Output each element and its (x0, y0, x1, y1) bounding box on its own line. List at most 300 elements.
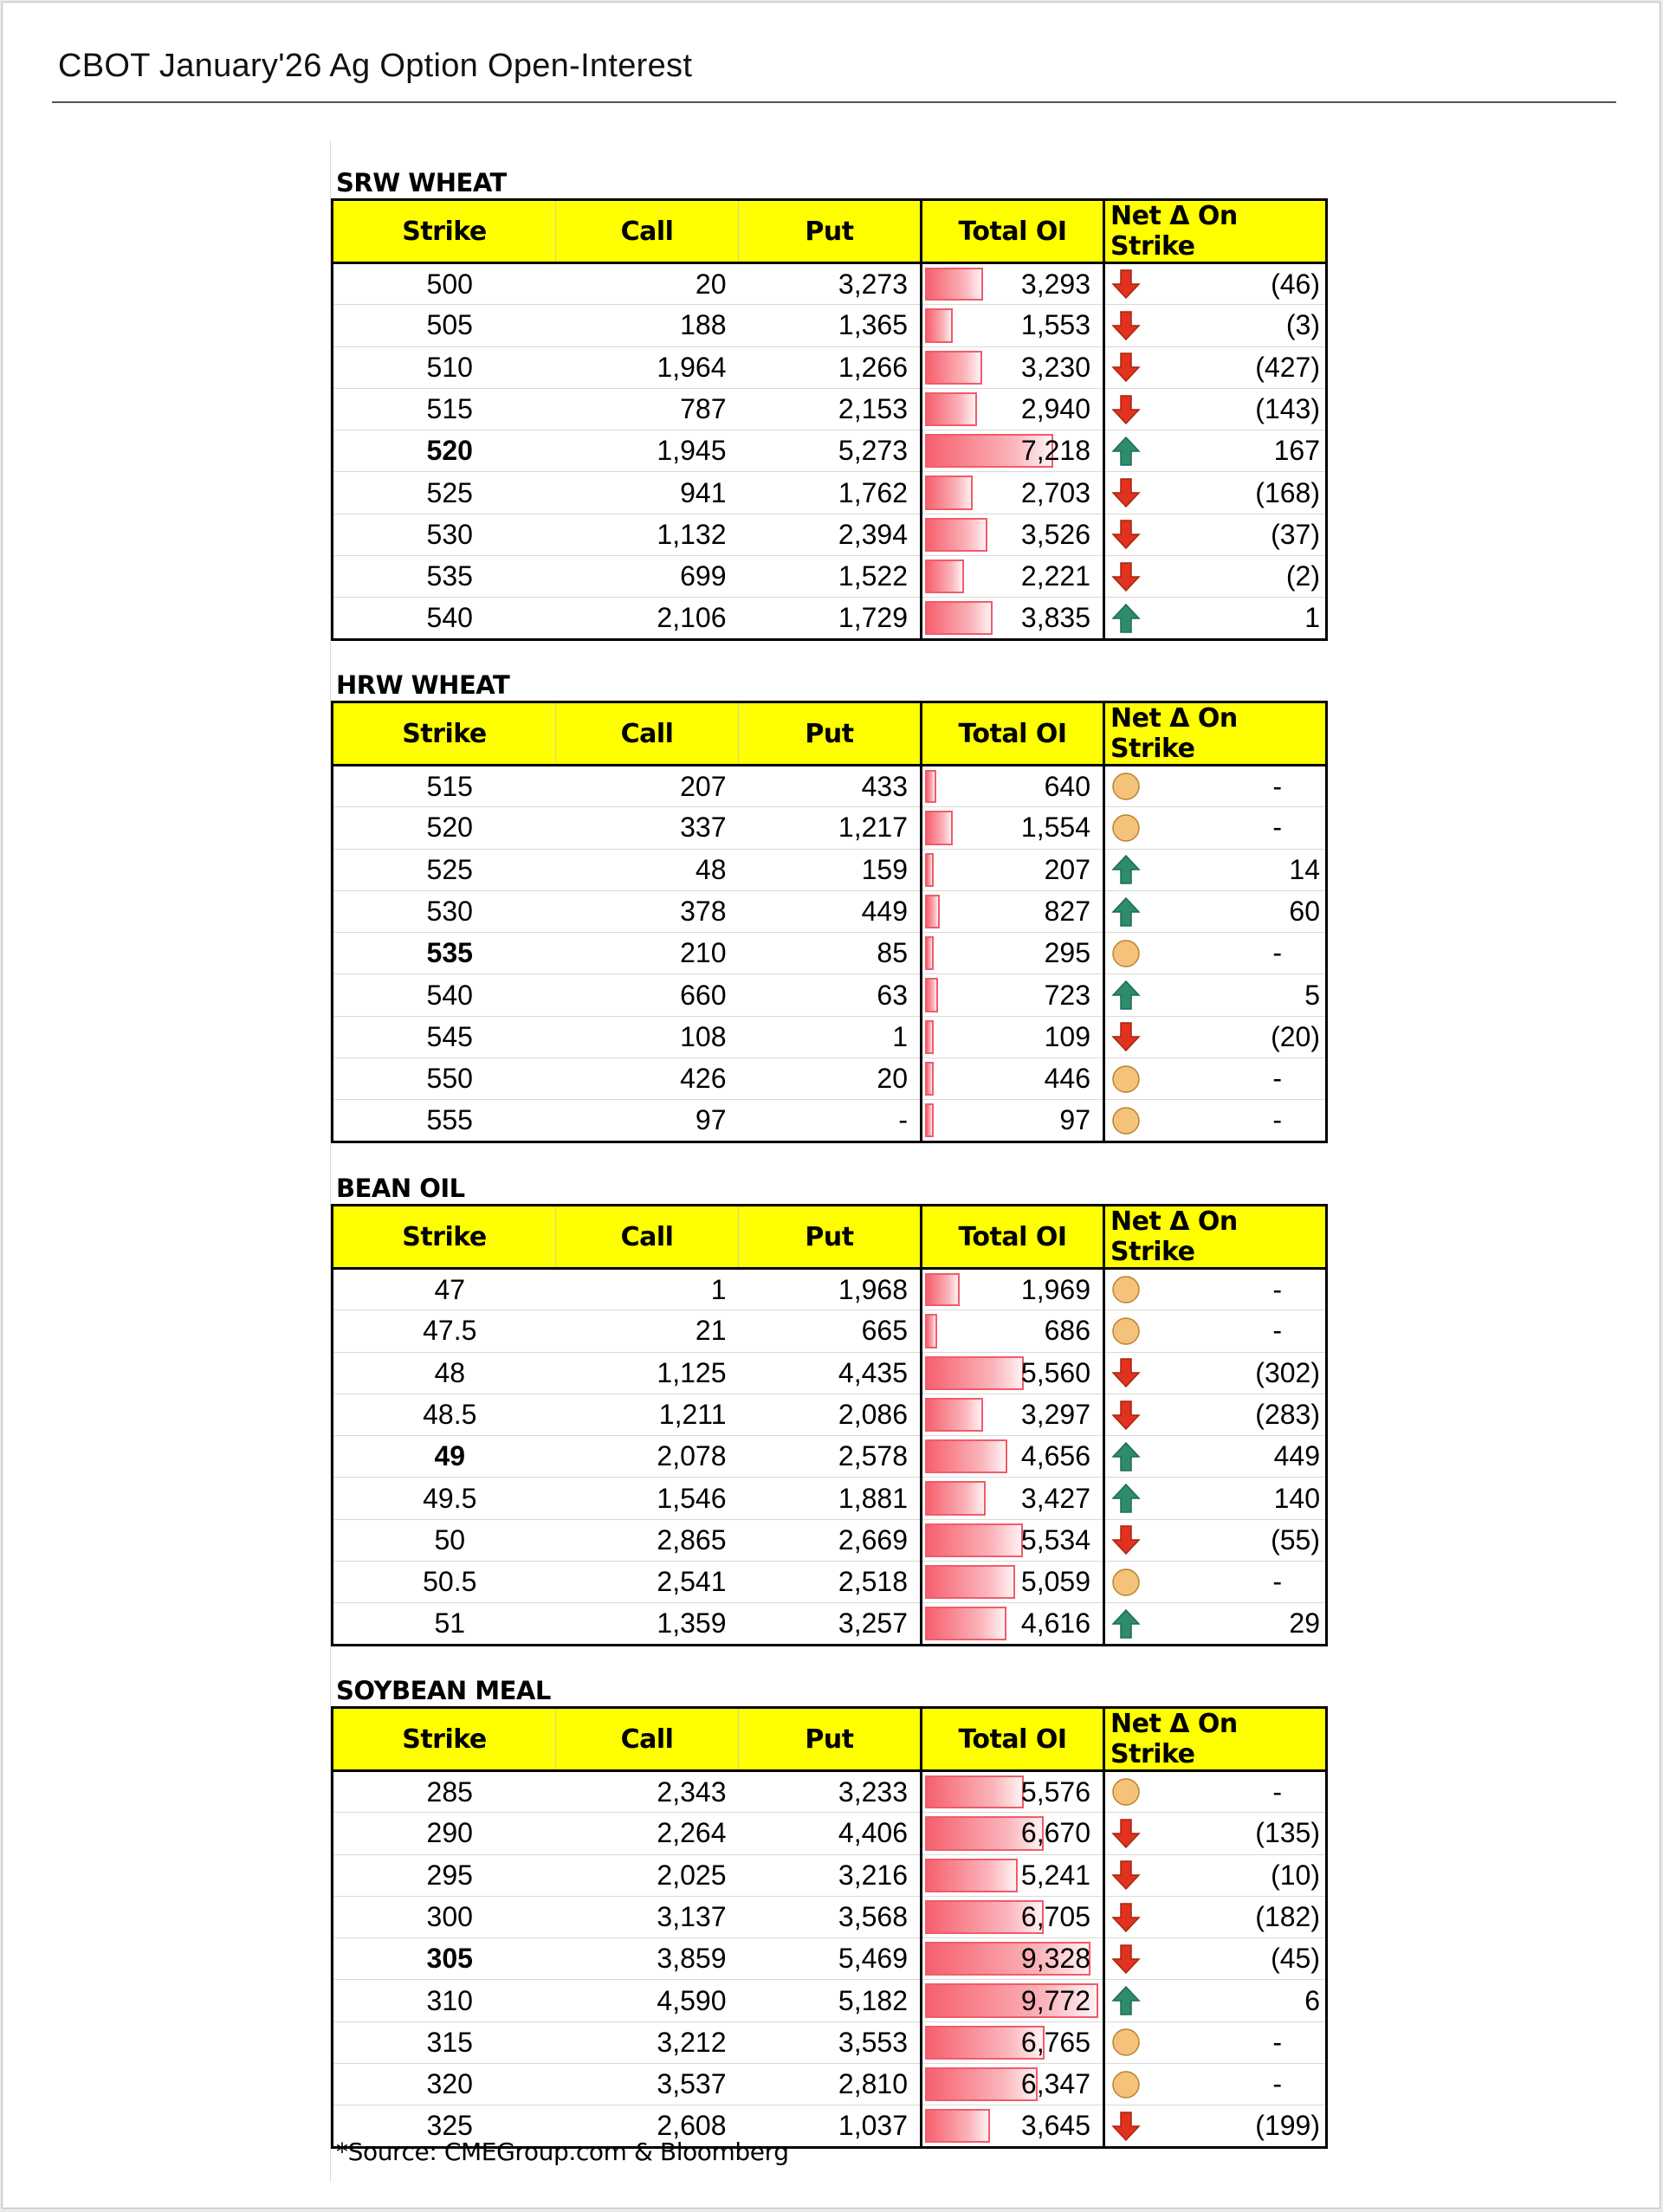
neutral-circle-icon (1111, 812, 1141, 844)
total-oi-cell (922, 1562, 1104, 1603)
table-row (333, 1980, 1327, 2021)
total-oi-cell (922, 1058, 1104, 1100)
strike-cell: 320 (333, 2064, 556, 2105)
total-oi-cell (922, 1519, 1104, 1561)
total-oi-cell (922, 1269, 1104, 1310)
total-oi-value: 686 (1044, 1315, 1090, 1347)
net-change-value: 140 (1273, 1482, 1320, 1514)
column-header-put: Put (739, 1206, 922, 1269)
total-oi-bar (925, 811, 953, 844)
open-interest-table (331, 1706, 1328, 2149)
put-cell: 5,182 (739, 1980, 922, 2021)
total-oi-bar (925, 1062, 934, 1096)
total-oi-bar (925, 1314, 937, 1348)
put-cell: - (898, 1104, 908, 1136)
net-change-cell (1104, 1896, 1327, 1937)
total-oi-value: 3,427 (1020, 1482, 1090, 1514)
put-cell: 1,762 (739, 472, 922, 514)
column-header-put: Put (739, 702, 922, 766)
column-header-call: Call (556, 702, 739, 766)
total-oi-cell (922, 1016, 1104, 1057)
put-cell: 3,273 (739, 263, 922, 305)
neutral-circle-icon (1111, 1776, 1141, 1808)
total-oi-value: 827 (1044, 896, 1090, 928)
call-cell: 188 (556, 305, 739, 346)
column-header-put: Put (739, 1708, 922, 1771)
net-change-value: - (1272, 937, 1282, 969)
neutral-circle-icon (1111, 1064, 1141, 1095)
arrow-down-icon (1111, 1860, 1141, 1891)
table-row (333, 1016, 1327, 1057)
strike-cell: 545 (333, 1016, 556, 1057)
section-title: BEAN OIL (336, 1174, 465, 1203)
call-cell: 21 (556, 1310, 739, 1352)
call-cell: 378 (556, 890, 739, 932)
net-change-value: - (1272, 1566, 1282, 1598)
total-oi-value: 5,576 (1020, 1775, 1090, 1808)
total-oi-value: 1,554 (1020, 812, 1090, 844)
put-cell: 449 (739, 890, 922, 932)
total-oi-cell (922, 974, 1104, 1016)
net-change-cell (1104, 305, 1327, 346)
total-oi-bar (925, 936, 934, 970)
strike-cell: 525 (333, 849, 556, 890)
strike-cell: 295 (333, 1854, 556, 1896)
strike-cell: 525 (333, 472, 556, 514)
put-cell: 1,881 (739, 1478, 922, 1519)
total-oi-cell (922, 1478, 1104, 1519)
call-cell: 2,541 (556, 1562, 739, 1603)
put-cell: 1,217 (739, 807, 922, 849)
table-row (333, 1058, 1327, 1100)
table-row (333, 1352, 1327, 1394)
net-change-value: (37) (1271, 518, 1320, 550)
call-cell: 699 (556, 556, 739, 598)
total-oi-value: 2,221 (1020, 560, 1090, 592)
call-cell: 660 (556, 974, 739, 1016)
neutral-circle-icon (1111, 1567, 1141, 1598)
net-change-value: (45) (1271, 1943, 1320, 1975)
header-row (333, 200, 1327, 263)
total-oi-bar (925, 2109, 990, 2142)
arrow-down-icon (1111, 1818, 1141, 1849)
put-cell: 20 (739, 1058, 922, 1100)
net-change-cell (1104, 1058, 1327, 1100)
total-oi-value: 1,969 (1020, 1273, 1090, 1305)
net-change-value: 1 (1304, 602, 1320, 634)
put-cell: 1,729 (838, 602, 908, 634)
net-change-cell (1104, 2021, 1327, 2063)
net-change-cell (1104, 556, 1327, 598)
column-header-total: Total OI (922, 1708, 1104, 1771)
table-row (333, 1562, 1327, 1603)
put-cell: 433 (739, 766, 922, 807)
total-oi-bar (925, 1273, 960, 1306)
call-cell: 2,025 (556, 1854, 739, 1896)
strike-cell: 310 (333, 1980, 556, 2021)
table-row (333, 1854, 1327, 1896)
total-oi-cell (922, 263, 1104, 305)
call-cell: 3,859 (556, 1938, 739, 1980)
table-row (333, 2064, 1327, 2105)
neutral-circle-icon (1111, 771, 1141, 802)
strike-cell: 47 (333, 1269, 556, 1310)
neutral-circle-icon (1111, 1105, 1141, 1136)
title-divider (52, 101, 1616, 103)
header-row (333, 1708, 1327, 1771)
table-row (333, 1813, 1327, 1854)
strike-cell: 515 (333, 766, 556, 807)
call-cell: 1,964 (556, 346, 739, 388)
total-oi-cell (922, 1938, 1104, 1980)
net-change-value: (143) (1255, 393, 1320, 425)
column-header-call: Call (556, 1206, 739, 1269)
total-oi-cell (922, 807, 1104, 849)
total-oi-cell (922, 1436, 1104, 1478)
strike-cell: 520 (333, 430, 556, 472)
neutral-circle-icon (1111, 1274, 1141, 1305)
arrow-down-icon (1111, 394, 1141, 425)
net-change-cell (1104, 1562, 1327, 1603)
net-change-cell (1104, 1813, 1327, 1854)
net-change-cell (1104, 263, 1327, 305)
arrow-down-icon (1111, 2111, 1141, 2142)
strike-cell: 505 (333, 305, 556, 346)
net-change-cell (1104, 1352, 1327, 1394)
total-oi-cell (922, 1394, 1104, 1435)
total-oi-cell (922, 1980, 1104, 2021)
total-oi-bar (925, 895, 940, 928)
strike-cell: 305 (333, 1938, 556, 1980)
arrow-up-icon (1111, 603, 1141, 634)
report-page (2, 2, 1660, 2209)
total-oi-value: 4,656 (1020, 1440, 1090, 1472)
total-oi-cell (922, 933, 1104, 974)
total-oi-cell (922, 1813, 1104, 1854)
strike-cell: 530 (333, 514, 556, 555)
neutral-circle-icon (1111, 2069, 1141, 2100)
total-oi-bar (925, 518, 987, 552)
net-change-value: - (1272, 812, 1282, 844)
total-oi-cell (922, 430, 1104, 472)
column-header-put: Put (739, 200, 922, 263)
put-cell: 2,810 (739, 2064, 922, 2105)
column-header-strike: Strike (333, 1206, 556, 1269)
total-oi-value: 3,645 (1020, 2110, 1090, 2142)
put-cell: 3,216 (739, 1854, 922, 1896)
net-change-cell (1104, 388, 1327, 430)
total-oi-cell (922, 472, 1104, 514)
net-change-value: 5 (1304, 979, 1320, 1011)
total-oi-bar (925, 475, 973, 509)
total-oi-value: 4,616 (1020, 1607, 1090, 1640)
put-cell: 5,469 (739, 1938, 922, 1980)
strike-cell: 540 (333, 974, 556, 1016)
call-cell: 2,608 (657, 2110, 727, 2142)
call-cell: 3,537 (556, 2064, 739, 2105)
put-cell: 1 (739, 1016, 922, 1057)
call-cell: 48 (556, 849, 739, 890)
call-cell: 1,359 (657, 1607, 727, 1640)
call-cell: 3,212 (556, 2021, 739, 2063)
net-change-cell (1104, 890, 1327, 932)
total-oi-bar (925, 1775, 1024, 1808)
open-interest-table (331, 198, 1328, 641)
call-cell: 207 (556, 766, 739, 807)
total-oi-value: 6,705 (1020, 1901, 1090, 1933)
total-oi-bar (925, 1859, 1018, 1892)
call-cell: 1,211 (556, 1394, 739, 1435)
total-oi-bar (925, 308, 953, 342)
call-cell: 1,945 (556, 430, 739, 472)
total-oi-cell (922, 598, 1104, 639)
put-cell: 2,669 (739, 1519, 922, 1561)
call-cell: 20 (556, 263, 739, 305)
put-cell: 665 (739, 1310, 922, 1352)
total-oi-cell (922, 890, 1104, 932)
total-oi-bar (925, 1481, 986, 1515)
table-row (333, 598, 1327, 639)
total-oi-bar (925, 559, 964, 593)
header-row (333, 1206, 1327, 1269)
put-cell: 2,578 (739, 1436, 922, 1478)
arrow-down-icon (1111, 1902, 1141, 1933)
net-change-cell (1104, 933, 1327, 974)
net-change-cell (1104, 1519, 1327, 1561)
total-oi-value: 3,230 (1020, 351, 1090, 383)
net-change-value: 167 (1273, 435, 1320, 467)
total-oi-cell (922, 2105, 1104, 2147)
net-change-value: (199) (1255, 2110, 1320, 2142)
section-soybean-meal (331, 1670, 1325, 2149)
total-oi-value: 7,218 (1020, 435, 1090, 467)
total-oi-value: 3,526 (1020, 518, 1090, 550)
page-title: CBOT January'26 Ag Option Open-Interest (58, 48, 693, 84)
net-change-value: (55) (1271, 1523, 1320, 1556)
section-bean-oil (331, 1167, 1325, 1646)
arrow-down-icon (1111, 268, 1141, 300)
total-oi-cell (922, 1352, 1104, 1394)
source-note: *Source: CMEGroup.com & Bloomberg (336, 2138, 789, 2166)
table-row (333, 2021, 1327, 2063)
table-row (333, 1771, 1327, 1813)
table-row (333, 472, 1327, 514)
strike-cell: 520 (333, 807, 556, 849)
column-header-net: Net Δ On Strike (1104, 1206, 1327, 1269)
total-oi-value: 295 (1044, 937, 1090, 969)
call-cell: 1 (556, 1269, 739, 1310)
call-cell: 787 (556, 388, 739, 430)
net-change-cell (1104, 1310, 1327, 1352)
table-row (333, 890, 1327, 932)
total-oi-cell (922, 1603, 1104, 1645)
table-row (333, 807, 1327, 849)
column-header-strike: Strike (333, 1708, 556, 1771)
arrow-down-icon (1111, 561, 1141, 592)
total-oi-value: 2,703 (1020, 476, 1090, 508)
net-change-cell (1104, 1938, 1327, 1980)
column-header-total: Total OI (922, 702, 1104, 766)
put-cell: 3,568 (739, 1896, 922, 1937)
total-oi-value: 1,553 (1020, 309, 1090, 341)
section-title: HRW WHEAT (336, 670, 510, 700)
column-header-call: Call (556, 200, 739, 263)
call-cell: 108 (556, 1016, 739, 1057)
put-cell: 4,406 (739, 1813, 922, 1854)
net-change-cell (1104, 1436, 1327, 1478)
net-change-value: (46) (1271, 268, 1320, 300)
net-change-value: - (1272, 1775, 1282, 1808)
call-cell: 4,590 (556, 1980, 739, 2021)
total-oi-value: 3,835 (1020, 602, 1090, 634)
net-change-value: 60 (1289, 896, 1320, 928)
total-oi-value: 5,241 (1020, 1859, 1090, 1891)
column-header-call: Call (556, 1708, 739, 1771)
net-change-value: - (1272, 1273, 1282, 1305)
strike-cell: 49 (333, 1436, 556, 1478)
header-row (333, 702, 1327, 766)
net-change-cell (1104, 598, 1327, 639)
net-change-cell (1104, 1269, 1327, 1310)
column-header-net: Net Δ On Strike (1104, 702, 1327, 766)
total-oi-cell (922, 1100, 1104, 1142)
total-oi-value: 3,297 (1020, 1399, 1090, 1431)
total-oi-value: 6,670 (1020, 1817, 1090, 1849)
net-change-cell (1104, 2064, 1327, 2105)
table-row (333, 346, 1327, 388)
put-cell: 159 (739, 849, 922, 890)
table-row (333, 1938, 1327, 1980)
table-row (333, 305, 1327, 346)
total-oi-cell (922, 514, 1104, 555)
total-oi-bar (925, 1565, 1015, 1599)
section-title: SRW WHEAT (336, 168, 507, 197)
put-cell: 4,435 (739, 1352, 922, 1394)
arrow-down-icon (1111, 1400, 1141, 1431)
total-oi-bar (925, 351, 982, 385)
call-cell: 1,546 (556, 1478, 739, 1519)
table-row (333, 974, 1327, 1016)
total-oi-value: 5,534 (1020, 1523, 1090, 1556)
spreadsheet-area (330, 141, 1324, 2182)
net-change-value: 14 (1289, 853, 1320, 885)
total-oi-bar (925, 1103, 934, 1136)
column-header-strike: Strike (333, 200, 556, 263)
call-cell: 2,078 (556, 1436, 739, 1478)
total-oi-bar (925, 853, 934, 887)
table-row (333, 766, 1327, 807)
arrow-down-icon (1111, 519, 1141, 550)
call-cell: 1,125 (556, 1352, 739, 1394)
table-row (333, 430, 1327, 472)
arrow-down-icon (1111, 310, 1141, 341)
net-change-value: 6 (1304, 1984, 1320, 2016)
call-cell: 2,264 (556, 1813, 739, 1854)
arrow-down-icon (1111, 1021, 1141, 1052)
table-row (333, 1436, 1327, 1478)
arrow-up-icon (1111, 436, 1141, 467)
call-cell: 426 (556, 1058, 739, 1100)
net-change-value: (3) (1285, 309, 1320, 341)
strike-cell: 510 (333, 346, 556, 388)
total-oi-cell (922, 2064, 1104, 2105)
net-change-value: (168) (1255, 476, 1320, 508)
net-change-cell (1104, 1394, 1327, 1435)
net-change-value: (20) (1271, 1020, 1320, 1052)
strike-cell: 47.5 (333, 1310, 556, 1352)
table-row (333, 1519, 1327, 1561)
net-change-value: 449 (1273, 1440, 1320, 1472)
net-change-value: - (1272, 770, 1282, 802)
put-cell: 1,365 (739, 305, 922, 346)
column-header-total: Total OI (922, 1206, 1104, 1269)
net-change-value: - (1272, 1104, 1282, 1136)
put-cell: 2,394 (739, 514, 922, 555)
strike-cell: 300 (333, 1896, 556, 1937)
table-row (333, 933, 1327, 974)
total-oi-value: 5,059 (1020, 1566, 1090, 1598)
total-oi-cell (922, 305, 1104, 346)
strike-cell: 535 (333, 933, 556, 974)
net-change-cell (1104, 1980, 1327, 2021)
total-oi-value: 723 (1044, 979, 1090, 1011)
net-change-cell (1104, 514, 1327, 555)
table-row (333, 1100, 1327, 1142)
strike-cell: 48.5 (333, 1394, 556, 1435)
table-row (333, 849, 1327, 890)
put-cell: 5,273 (739, 430, 922, 472)
put-cell: 63 (739, 974, 922, 1016)
net-change-value: - (1272, 1063, 1282, 1095)
total-oi-value: 640 (1044, 770, 1090, 802)
net-change-value: - (1272, 2068, 1282, 2100)
net-change-value: (283) (1255, 1399, 1320, 1431)
put-cell: 3,553 (739, 2021, 922, 2063)
net-change-cell (1104, 430, 1327, 472)
net-change-value: (427) (1255, 351, 1320, 383)
strike-cell: 285 (333, 1771, 556, 1813)
call-cell: 210 (556, 933, 739, 974)
net-change-cell (1104, 2105, 1327, 2147)
total-oi-bar (925, 268, 983, 301)
table-row (333, 1478, 1327, 1519)
strike-cell: 50.5 (333, 1562, 556, 1603)
total-oi-value: 97 (1059, 1104, 1090, 1136)
total-oi-value: 3,293 (1020, 268, 1090, 300)
table-row (333, 1310, 1327, 1352)
put-cell: 2,086 (739, 1394, 922, 1435)
section-title: SOYBEAN MEAL (336, 1676, 551, 1705)
total-oi-cell (922, 388, 1104, 430)
net-change-value: - (1272, 1315, 1282, 1347)
column-header-net: Net Δ On Strike (1104, 200, 1327, 263)
arrow-up-icon (1111, 980, 1141, 1011)
put-cell: 1,968 (739, 1269, 922, 1310)
net-change-value: - (1272, 2026, 1282, 2058)
strike-cell: 48 (333, 1352, 556, 1394)
table-row (333, 1603, 1327, 1645)
net-change-cell (1104, 1100, 1327, 1142)
net-change-value: (302) (1255, 1356, 1320, 1388)
total-oi-bar (925, 770, 936, 803)
call-cell: 2,865 (556, 1519, 739, 1561)
total-oi-cell (922, 849, 1104, 890)
table-row (333, 388, 1327, 430)
total-oi-cell (922, 2021, 1104, 2063)
total-oi-bar (925, 1607, 1006, 1640)
neutral-circle-icon (1111, 1316, 1141, 1347)
strike-cell: 49.5 (333, 1478, 556, 1519)
